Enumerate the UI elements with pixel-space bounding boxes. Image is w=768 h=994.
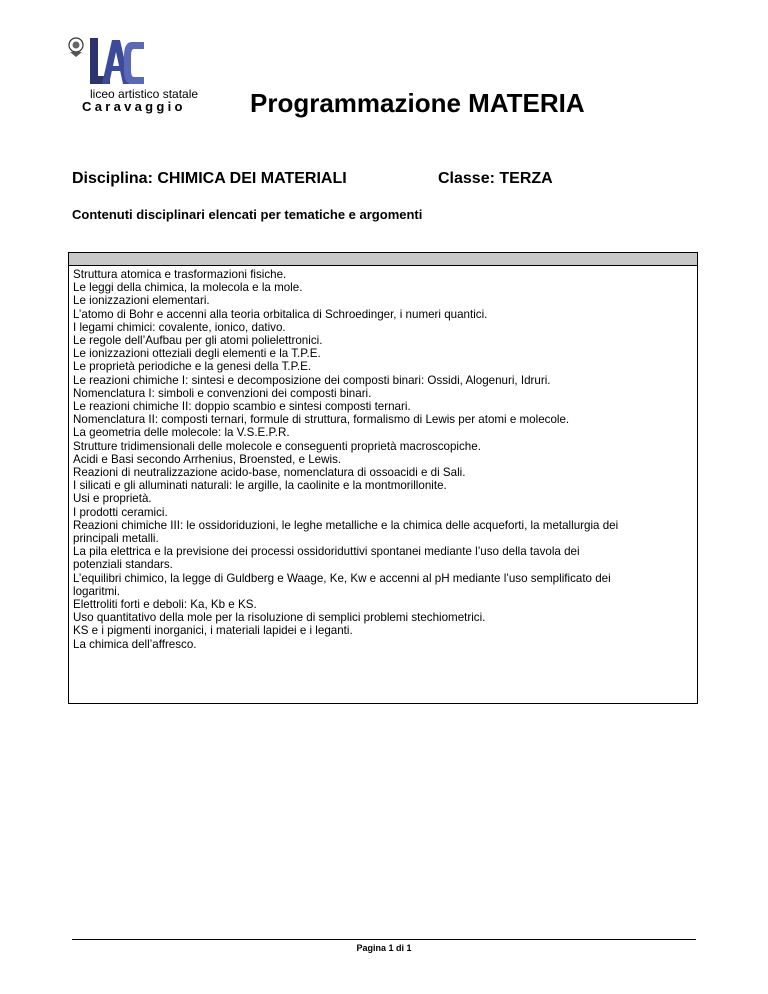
content-line: Struttura atomica e trasformazioni fisiche. (73, 268, 287, 281)
republic-emblem-icon (69, 38, 83, 57)
content-list (69, 266, 697, 651)
content-line: Nomenclatura II: composti ternari, formule di struttura, formalismo di Lewis per atomi e molecole. (73, 413, 570, 427)
content-line: principali metalli. (73, 532, 159, 546)
content-line: Le ionizzazioni elementari. (73, 294, 210, 308)
content-line: Elettroliti forti e deboli: Ka, Kb e KS. (73, 598, 257, 612)
content-line: Reazioni di neutralizzazione acido-base, nomenclatura di ossoacidi e di Sali. (73, 466, 466, 480)
content-line: Le reazioni chimiche II: doppio scambio e sintesi composti ternari. (73, 400, 411, 414)
page-number: Pagina 1 di 1 (356, 943, 412, 953)
content-line: Le leggi della chimica, la molecola e la mole. (73, 281, 303, 295)
content-line: KS e i pigmenti inorganici, i materiali lapidei e i leganti. (73, 624, 353, 638)
content-line: potenziali standars. (73, 558, 173, 572)
content-line: I silicati e gli alluminati naturali: le argille, la caolinite e la montmorillonite. (73, 479, 447, 493)
content-line: Acidi e Basi secondo Arrhenius, Broensted, e Lewis. (73, 452, 342, 466)
content-line: Le ionizzazioni otteziali degli elementi e la T.P.E. (73, 347, 321, 361)
content-line: Uso quantitativo della mole per la risoluzione di semplici problemi stechiometrici. (73, 611, 486, 625)
content-line: Le proprietà periodiche e la genesi della T.P.E. (73, 360, 312, 374)
content-line: Strutture tridimensionali delle molecole e conseguenti proprietà macroscopiche. (73, 439, 481, 453)
discipline-label: Disciplina: CHIMICA DEI MATERIALI (72, 170, 347, 187)
content-table (68, 252, 698, 704)
content-line: I legami chimici: covalente, ionico, dativo. (73, 320, 286, 334)
school-logo (66, 36, 146, 88)
content-line: L’equilibri chimico, la legge di Guldberg e Waage, Ke, Kw e accenni al pH mediante l’uso semplificato dei (73, 571, 611, 585)
content-line: Reazioni chimiche III: le ossidoriduzioni, le leghe metalliche e la chimica delle acqueforti, la metallurgia dei (73, 518, 619, 532)
content-line: La chimica dell’affresco. (73, 637, 197, 651)
content-line: Le regole dell’Aufbau per gli atomi polielettronici. (73, 334, 323, 348)
school-type-label: liceo artistico statale (90, 87, 199, 101)
content-line: La geometria delle molecole: la V.S.E.P.R. (73, 426, 290, 440)
content-line: L’atomo di Bohr e accenni alla teoria orbitalica di Schroedinger, i numeri quantici. (73, 307, 488, 321)
class-label: Classe: TERZA (438, 170, 553, 187)
section-subtitle: Contenuti disciplinari elencati per tematiche e argomenti (72, 207, 423, 222)
content-line: La pila elettrica e la previsione dei processi ossidoriduttivi spontanei mediante l’uso della tavola dei (73, 545, 580, 559)
content-line: Usi e proprietà. (73, 492, 152, 506)
content-line: Le reazioni chimiche I: sintesi e decomposizione dei composti binari: Ossidi, Alogenuri, Idruri. (73, 373, 551, 387)
footer-divider (72, 939, 696, 940)
lac-logo-mark (90, 38, 144, 84)
school-name-label: Caravaggio (82, 99, 186, 114)
document-title: Programmazione MATERIA (250, 88, 585, 118)
content-line: logaritmi. (73, 584, 121, 598)
content-line: Nomenclatura I: simboli e convenzioni dei composti binari. (73, 386, 372, 400)
content-table-header (69, 253, 697, 266)
content-line: I prodotti ceramici. (73, 505, 168, 519)
